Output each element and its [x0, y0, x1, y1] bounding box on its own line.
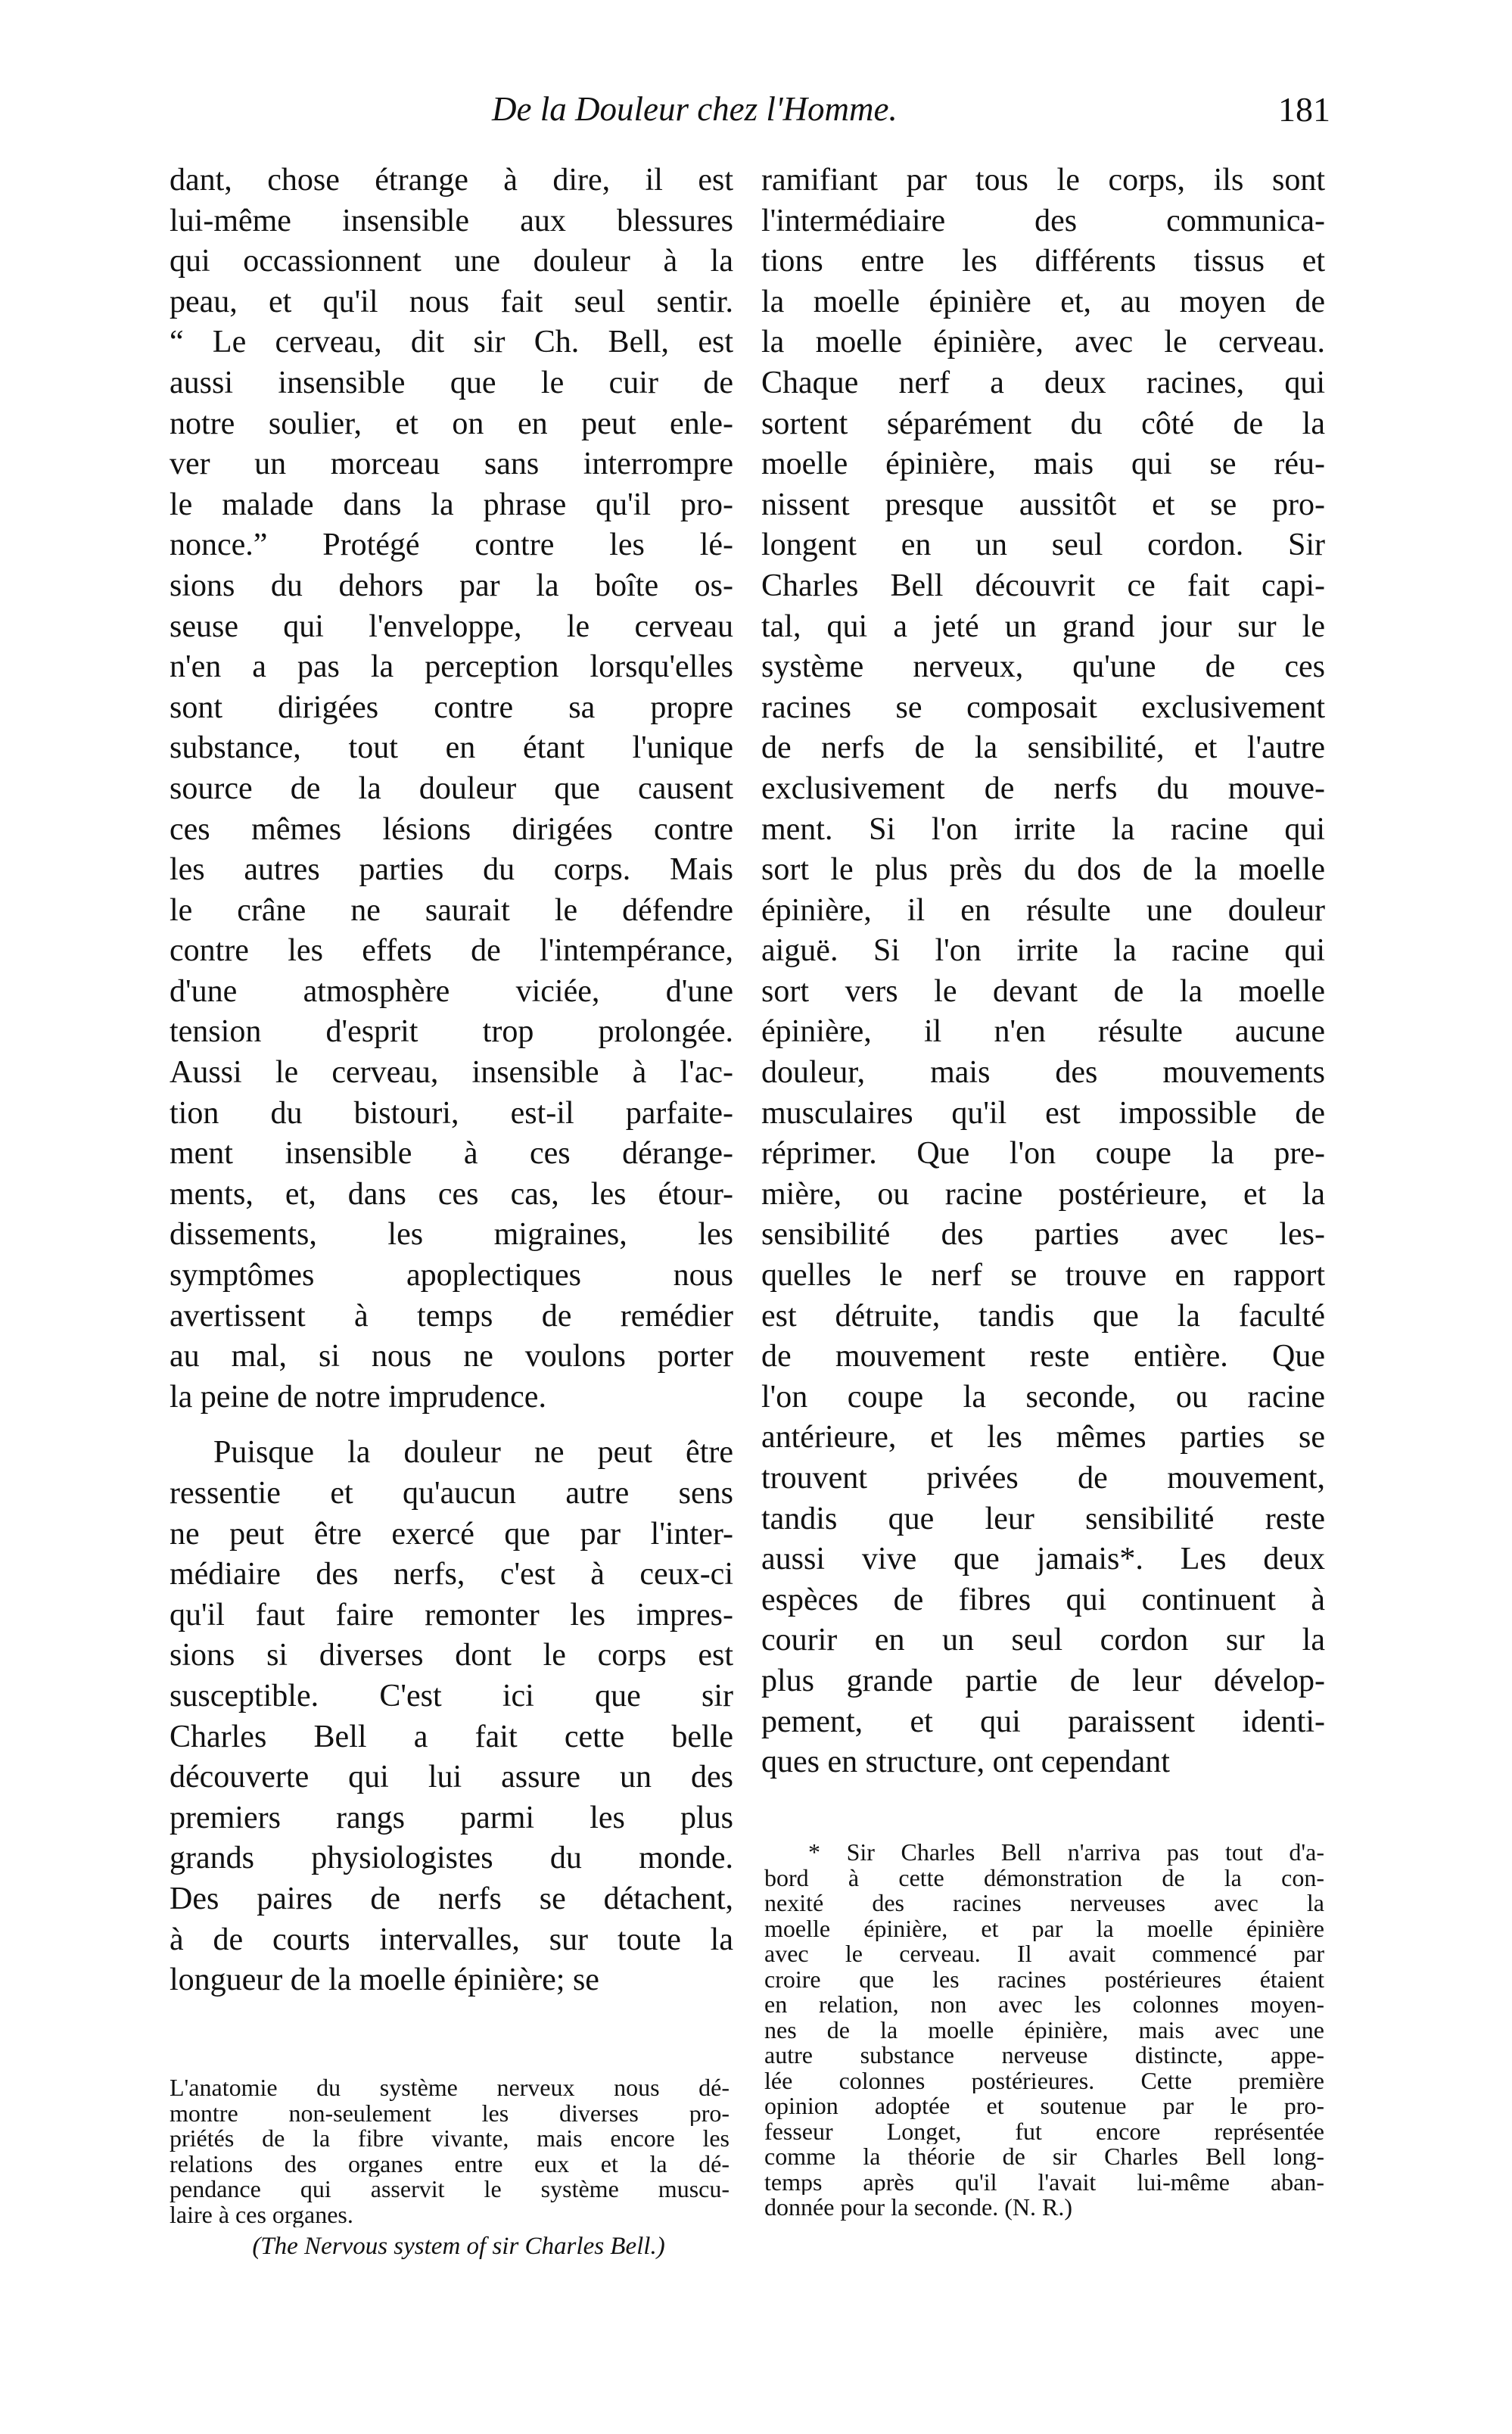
text-line: croire que les racines postérieures étaient	[764, 1966, 1324, 1992]
text-line: antérieure, et les mêmes parties se	[761, 1420, 1325, 1455]
text-line: nonce.” Protégé contre les lé-	[170, 528, 733, 563]
text-line: à de courts intervalles, sur toute la	[170, 1922, 733, 1957]
text-line: lée colonnes postérieures. Cette première	[764, 2068, 1324, 2093]
right-paragraph-1	[761, 160, 1325, 1783]
running-header	[0, 89, 1512, 142]
text-line: tal, qui a jeté un grand jour sur le	[761, 608, 1325, 644]
text-line: l'intermédiaire des communica-	[761, 203, 1325, 238]
left-footnote-quote	[170, 2075, 730, 2227]
text-line: donnée pour la seconde. (N. R.)	[764, 2195, 1072, 2221]
text-line: avertissent à temps de remédier	[170, 1298, 733, 1334]
text-line: ments, et, dans ces cas, les étour-	[170, 1176, 733, 1212]
text-line: plus grande partie de leur dévelop-	[761, 1663, 1325, 1698]
text-line: “ Le cerveau, dit sir Ch. Bell, est	[170, 325, 733, 360]
text-line: la moelle épinière, avec le cerveau.	[761, 325, 1325, 360]
text-line: seuse qui l'enveloppe, le cerveau	[170, 608, 733, 644]
text-line: sort le plus près du dos de la moelle	[761, 852, 1325, 888]
text-line: de nerfs de la sensibilité, et l'autre	[761, 730, 1325, 766]
text-line: est détruite, tandis que la faculté	[761, 1298, 1325, 1334]
text-line: Charles Bell découvrit ce fait capi-	[761, 568, 1325, 603]
text-line: le crâne ne saurait le défendre	[170, 892, 733, 928]
text-line: ment. Si l'on irrite la racine qui	[761, 811, 1325, 847]
text-line: sensibilité des parties avec les-	[761, 1217, 1325, 1253]
text-line: longueur de la moelle épinière; se	[170, 1962, 599, 1998]
text-line: * Sir Charles Bell n'arriva pas tout d'a-	[808, 1840, 1324, 1866]
text-line: ver un morceau sans interrompre	[170, 447, 733, 482]
text-line: source de la douleur que causent	[170, 770, 733, 806]
text-line: l'on coupe la seconde, ou racine	[761, 1379, 1325, 1415]
left-paragraph-1	[170, 160, 733, 1418]
text-line: L'anatomie du système nerveux nous dé-	[170, 2075, 730, 2101]
text-line: tion du bistouri, est-il parfaite-	[170, 1095, 733, 1131]
text-line: opinion adoptée et soutenue par le pro-	[764, 2093, 1324, 2119]
text-line: Aussi le cerveau, insensible à l'ac-	[170, 1055, 733, 1091]
text-line: substance, tout en étant l'unique	[170, 730, 733, 766]
text-line: d'une atmosphère viciée, d'une	[170, 973, 733, 1009]
text-line: premiers rangs parmi les plus	[170, 1800, 733, 1835]
text-line: laire à ces organes.	[170, 2202, 353, 2227]
text-line: comme la théorie de sir Charles Bell long-	[764, 2144, 1324, 2170]
text-line: nissent presque aussitôt et se pro-	[761, 487, 1325, 522]
text-line: pement, et qui paraissent identi-	[761, 1704, 1325, 1739]
text-line: Chaque nerf a deux racines, qui	[761, 365, 1325, 400]
right-footnote	[764, 1840, 1324, 2221]
text-line: dant, chose étrange à dire, il est	[170, 163, 733, 198]
text-line: tandis que leur sensibilité reste	[761, 1501, 1325, 1536]
text-line: réprimer. Que l'on coupe la pre-	[761, 1136, 1325, 1172]
text-line: peau, et qu'il nous fait seul sentir.	[170, 284, 733, 319]
text-line: notre soulier, et on en peut enle-	[170, 406, 733, 441]
text-line: ment insensible à ces dérange-	[170, 1136, 733, 1172]
text-line: bord à cette démonstration de la con-	[764, 1865, 1324, 1891]
text-line: nexité des racines nerveuses avec la	[764, 1891, 1324, 1916]
text-line: avec le cerveau. Il avait commencé par	[764, 1941, 1324, 1967]
text-line: Puisque la douleur ne peut être	[213, 1435, 733, 1471]
text-line: temps après qu'il l'avait lui-même aban-	[764, 2169, 1324, 2195]
text-line: dissements, les migraines, les	[170, 1217, 733, 1253]
text-line: priétés de la fibre vivante, mais encore les	[170, 2126, 730, 2152]
text-line: le malade dans la phrase qu'il pro-	[170, 487, 733, 522]
text-line: de mouvement reste entière. Que	[761, 1339, 1325, 1374]
text-line: musculaires qu'il est impossible de	[761, 1095, 1325, 1131]
text-line: montre non-seulement les diverses pro-	[170, 2100, 730, 2126]
left-footnote-source: (The Nervous system of sir Charles Bell.)	[252, 2233, 665, 2260]
text-line: les autres parties du corps. Mais	[170, 852, 733, 888]
text-line: sortent séparément du côté de la	[761, 406, 1325, 441]
text-line: ressentie et qu'aucun autre sens	[170, 1476, 733, 1511]
text-line: contre les effets de l'intempérance,	[170, 933, 733, 969]
text-line: moelle épinière, et par la moelle épinière	[764, 1916, 1324, 1941]
text-line: sort vers le devant de la moelle	[761, 973, 1325, 1009]
text-line: exclusivement de nerfs du mouve-	[761, 770, 1325, 806]
text-line: lui-même insensible aux blessures	[170, 203, 733, 238]
text-line: qu'il faut faire remonter les impres-	[170, 1597, 733, 1633]
text-line: longent en un seul cordon. Sir	[761, 528, 1325, 563]
text-line: susceptible. C'est ici que sir	[170, 1678, 733, 1713]
text-line: la peine de notre imprudence.	[170, 1379, 546, 1415]
text-line: sont dirigées contre sa propre	[170, 689, 733, 725]
text-line: relations des organes entre eux et la dé-	[170, 2151, 730, 2177]
text-line: nes de la moelle épinière, mais avec une	[764, 2017, 1324, 2043]
text-line: en relation, non avec les colonnes moyen-	[764, 1992, 1324, 2018]
text-line: la moelle épinière et, au moyen de	[761, 284, 1325, 319]
right-column	[761, 160, 1325, 1783]
text-line: épinière, il n'en résulte aucune	[761, 1014, 1325, 1050]
text-line: racines se composait exclusivement	[761, 689, 1325, 725]
text-line: épinière, il en résulte une douleur	[761, 892, 1325, 928]
text-line: au mal, si nous ne voulons porter	[170, 1339, 733, 1374]
text-line: fesseur Longet, fut encore représentée	[764, 2118, 1324, 2144]
left-column	[170, 160, 733, 2001]
text-line: autre substance nerveuse distincte, appe-	[764, 2043, 1324, 2068]
text-line: Des paires de nerfs se détachent,	[170, 1881, 733, 1916]
text-line: ramifiant par tous le corps, ils sont	[761, 163, 1325, 198]
text-line: système nerveux, qu'une de ces	[761, 649, 1325, 685]
text-line: médiaire des nerfs, c'est à ceux-ci	[170, 1557, 733, 1592]
text-line: n'en a pas la perception lorsqu'elles	[170, 649, 733, 685]
text-line: trouvent privées de mouvement,	[761, 1461, 1325, 1496]
text-line: tions entre les différents tissus et	[761, 244, 1325, 279]
text-line: moelle épinière, mais qui se réu-	[761, 447, 1325, 482]
running-title: De la Douleur chez l'Homme.	[492, 90, 898, 128]
page-number: 181	[1278, 90, 1330, 129]
text-line: aussi insensible que le cuir de	[170, 365, 733, 400]
text-line: ces mêmes lésions dirigées contre	[170, 811, 733, 847]
text-line: douleur, mais des mouvements	[761, 1055, 1325, 1091]
text-line: ques en structure, ont cependant	[761, 1745, 1170, 1780]
text-line: symptômes apoplectiques nous	[170, 1258, 733, 1293]
text-line: qui occassionnent une douleur à la	[170, 244, 733, 279]
text-line: grands physiologistes du monde.	[170, 1841, 733, 1876]
text-line: quelles le nerf se trouve en rapport	[761, 1258, 1325, 1293]
text-line: sions si diverses dont le corps est	[170, 1638, 733, 1673]
text-line: courir en un seul cordon sur la	[761, 1623, 1325, 1658]
text-line: pendance qui asservit le système muscu-	[170, 2177, 730, 2202]
text-line: espèces de fibres qui continuent à	[761, 1582, 1325, 1617]
text-line: ne peut être exercé que par l'inter-	[170, 1516, 733, 1552]
text-line: aiguë. Si l'on irrite la racine qui	[761, 933, 1325, 969]
left-paragraph-2	[170, 1433, 733, 2000]
text-line: aussi vive que jamais*. Les deux	[761, 1542, 1325, 1577]
text-line: mière, ou racine postérieure, et la	[761, 1176, 1325, 1212]
text-line: Charles Bell a fait cette belle	[170, 1719, 733, 1754]
text-line: découverte qui lui assure un des	[170, 1760, 733, 1795]
text-line: tension d'esprit trop prolongée.	[170, 1014, 733, 1050]
text-line: sions du dehors par la boîte os-	[170, 568, 733, 603]
